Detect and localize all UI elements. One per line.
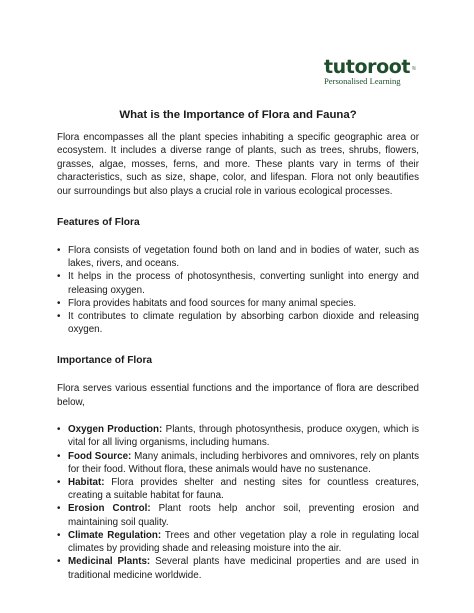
leaf-wave-icon xyxy=(412,61,416,75)
importance-heading: Importance of Flora xyxy=(57,355,153,367)
item-text: Many animals, including herbivores and omnivores, rely on plants for their food. Without flora, these animals would have no sustenance. xyxy=(68,450,419,475)
logo-tagline: Personalised Learning xyxy=(324,76,401,86)
item-label: Food Source: xyxy=(68,450,132,462)
list-item xyxy=(57,555,419,581)
tutoroot-logo xyxy=(324,57,416,86)
list-item xyxy=(57,502,419,528)
item-label: Habitat: xyxy=(68,477,105,489)
features-heading: Features of Flora xyxy=(57,217,140,229)
logo-brand-text: tutoroot xyxy=(324,56,411,78)
list-item xyxy=(57,529,419,555)
list-item: • It contributes to climate regulation by absorbing carbon dioxide and releasing oxygen. xyxy=(57,310,419,336)
features-list xyxy=(57,244,419,336)
page-title: What is the Importance of Flora and Fauna? xyxy=(119,109,357,121)
intro-paragraph: Flora encompasses all the plant species inhabiting a specific geographic area or ecosystem. It includes a diverse range of plants, such as trees, shrubs, flowers, grasses, algae, mosses, ferns, and more. These plants vary in terms of their characteristics, such as size, shape, color, and lifespan. Flora not only beautifies our surroundings but also plays a crucial role in various ecological processes. xyxy=(57,132,419,197)
item-label: Medicinal Plants: xyxy=(68,556,151,568)
list-item xyxy=(57,423,419,449)
logo-row xyxy=(324,57,416,77)
importance-intro-paragraph: Flora serves various essential functions and the importance of flora are described below, xyxy=(57,383,419,408)
document-content xyxy=(57,108,419,582)
list-item xyxy=(57,476,419,502)
list-item: • Flora consists of vegetation found both on land and in bodies of water, such as lakes, rivers, and oceans. xyxy=(57,244,419,270)
item-label: Erosion Control: xyxy=(68,503,151,515)
list-item xyxy=(57,450,419,476)
item-text: Several plants have medicinal properties and are used in traditional medicine worldwide. xyxy=(68,556,419,581)
item-text: Plant roots help anchor soil, preventing erosion and maintaining soil quality. xyxy=(68,503,420,528)
item-text: Plants, through photosynthesis, produce oxygen, which is vital for all living organisms, including humans. xyxy=(68,424,419,449)
list-item: • Flora provides habitats and food sources for many animal species. xyxy=(57,297,419,310)
list-item: • It helps in the process of photosynthesis, converting sunlight into energy and releasing oxygen. xyxy=(57,270,419,296)
item-label: Oxygen Production: xyxy=(68,424,163,436)
importance-list xyxy=(57,423,419,581)
item-text: Flora provides shelter and nesting sites for countless creatures, creating a suitable habitat for fauna. xyxy=(68,477,419,502)
item-label: Climate Regulation: xyxy=(68,529,162,541)
item-text: Trees and other vegetation play a role in regulating local climates by providing shade and releasing moisture into the air. xyxy=(68,529,419,555)
